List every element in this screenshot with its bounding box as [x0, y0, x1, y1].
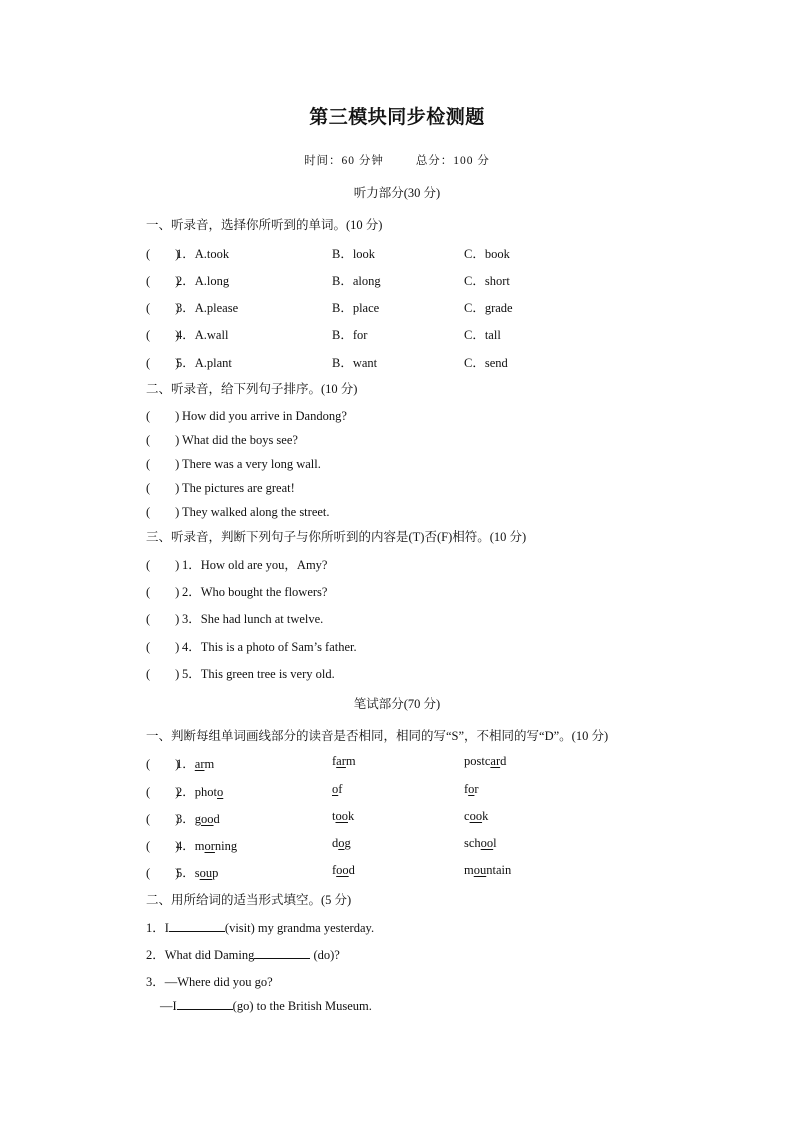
order-sentence — [146, 454, 321, 472]
word-part: f — [332, 754, 337, 768]
word-part: sch — [464, 836, 481, 850]
item-number: 1． — [176, 757, 195, 771]
phonics-row — [146, 836, 666, 852]
fill-item — [146, 945, 340, 963]
answer-paren[interactable]: ( ) — [146, 812, 180, 826]
listening-q2-title: 二、听录音，给下列句子排序。(10 分) — [146, 382, 358, 396]
sentence-text: 3．She had lunch at twelve. — [182, 612, 324, 626]
word-a — [176, 809, 220, 827]
answer-paren[interactable]: ( ) — [146, 356, 180, 370]
phonics-row — [146, 863, 666, 879]
option-c: C．send — [464, 356, 508, 370]
item-number: 5． — [176, 866, 195, 880]
option-c: C．short — [464, 274, 510, 288]
underlined-part: ar — [490, 754, 501, 768]
answer-paren[interactable]: ( ) — [146, 866, 180, 880]
answer-paren[interactable]: ( ) — [146, 558, 180, 572]
word-b — [332, 863, 355, 878]
word-c — [464, 809, 488, 824]
word-part: m — [194, 839, 205, 853]
answer-paren[interactable]: ( ) — [146, 839, 180, 853]
word-b — [332, 809, 354, 824]
word-c — [464, 754, 506, 769]
item-number: 3． — [176, 812, 195, 826]
answer-paren[interactable]: ( ) — [146, 457, 180, 471]
word-part: k — [347, 809, 355, 823]
word-part: d — [213, 812, 220, 826]
sentence-text: How did you arrive in Dandong? — [182, 409, 347, 423]
word-part: g — [194, 812, 202, 826]
underlined-part: ou — [199, 866, 213, 880]
option-b: B．for — [332, 328, 368, 342]
sentence-text: 4．This is a photo of Sam’s father. — [182, 640, 357, 654]
writing-q1-title: 一、判断每组单词画线部分的读音是否相同，相同的写“S”，不相同的写“D”。(10 分) — [146, 729, 609, 743]
option-b: B．place — [332, 301, 380, 315]
option-b: B．look — [332, 247, 376, 261]
option-c: C．tall — [464, 328, 501, 342]
phonics-row — [146, 754, 666, 770]
sentence-text: 1．How old are you，Amy? — [182, 558, 328, 572]
word-part: ntain — [486, 863, 512, 877]
sentence-text: 2．Who bought the flowers? — [182, 585, 328, 599]
word-b — [332, 754, 356, 769]
fill-text-pre: 3．—Where did you go? — [146, 975, 273, 989]
listening-heading: 听力部分(30 分) — [353, 186, 441, 200]
word-part: p — [212, 866, 219, 880]
underlined-part: oo — [201, 812, 214, 826]
order-sentence — [146, 502, 330, 520]
choice-row — [146, 271, 666, 287]
fill-text-pre: 2．What did Daming — [146, 948, 255, 962]
option-a: 1．A.took — [176, 247, 230, 261]
word-c — [464, 836, 497, 851]
exam-time: 时间：60 分钟 — [304, 155, 384, 167]
choice-row — [146, 298, 666, 314]
listening-q3-title: 三、听录音，判断下列句子与你所听到的内容是(T)否(F)相符。(10 分) — [146, 530, 527, 544]
fill-text-pre: 1．I — [146, 921, 169, 935]
word-part: m — [464, 863, 474, 877]
option-c: C．grade — [464, 301, 513, 315]
item-number: 2． — [176, 785, 195, 799]
underlined-part: oo — [480, 836, 494, 850]
fill-blank[interactable] — [177, 998, 233, 1010]
word-part: f — [338, 782, 343, 796]
option-a: 2．A.long — [176, 274, 230, 288]
underlined-part: or — [204, 839, 215, 853]
fill-text-post: (do)? — [310, 948, 340, 962]
option-b: B．want — [332, 356, 378, 370]
choice-row — [146, 353, 666, 369]
fill-item — [146, 918, 374, 936]
tf-sentence — [146, 609, 323, 627]
fill-text-post: (go) to the British Museum. — [232, 999, 372, 1013]
answer-paren[interactable]: ( ) — [146, 667, 180, 681]
answer-paren[interactable]: ( ) — [146, 785, 180, 799]
word-part: phot — [194, 785, 217, 799]
phonics-row — [146, 809, 666, 825]
word-part: d — [348, 863, 355, 877]
word-part: g — [344, 836, 351, 850]
word-part: f — [464, 782, 469, 796]
tf-sentence — [146, 555, 327, 573]
word-a — [176, 754, 214, 772]
word-part: ning — [214, 839, 238, 853]
answer-paren[interactable]: ( ) — [146, 301, 180, 315]
word-part: postc — [464, 754, 491, 768]
writing-heading: 笔试部分(70 分) — [353, 697, 441, 711]
answer-paren[interactable]: ( ) — [146, 433, 180, 447]
word-part: d — [332, 836, 339, 850]
choice-row — [146, 244, 666, 260]
word-part: c — [464, 809, 470, 823]
word-b — [332, 782, 342, 797]
fill-text-post: (visit) my grandma yesterday. — [224, 921, 375, 935]
word-a — [176, 863, 218, 881]
underlined-part: o — [468, 782, 475, 796]
option-c: C．book — [464, 247, 510, 261]
tf-sentence — [146, 637, 357, 655]
answer-paren[interactable]: ( ) — [146, 612, 180, 626]
fill-item — [146, 972, 273, 990]
answer-paren[interactable]: ( ) — [146, 757, 180, 771]
word-part: m — [345, 754, 356, 768]
sentence-text: What did the boys see? — [182, 433, 298, 447]
order-sentence — [146, 406, 347, 424]
option-b: B．along — [332, 274, 381, 288]
underlined-part: ar — [336, 754, 346, 768]
underlined-part: oo — [469, 809, 483, 823]
fill-item — [160, 998, 372, 1014]
tf-sentence — [146, 664, 335, 682]
answer-paren[interactable]: ( ) — [146, 274, 180, 288]
answer-paren[interactable]: ( ) — [146, 481, 180, 495]
underlined-part: ar — [194, 757, 205, 771]
sentence-text: The pictures are great! — [182, 481, 295, 495]
fill-text-pre: —I — [160, 999, 177, 1013]
writing-q2-title: 二、用所给词的适当形式填空。(5 分) — [146, 893, 352, 907]
exam-score: 总分：100 分 — [415, 155, 490, 167]
answer-paren[interactable]: ( ) — [146, 505, 180, 519]
option-a: 5．A.plant — [176, 356, 232, 370]
answer-paren[interactable]: ( ) — [146, 640, 180, 654]
fill-blank[interactable] — [254, 947, 310, 959]
underlined-part: o — [217, 785, 224, 799]
word-part: m — [204, 757, 215, 771]
listening-q1-title: 一、听录音，选择你所听到的单词。(10 分) — [146, 218, 383, 232]
word-c — [464, 863, 511, 878]
underlined-part: oo — [336, 863, 349, 877]
word-part: f — [332, 863, 337, 877]
word-part: k — [482, 809, 489, 823]
order-sentence — [146, 430, 298, 448]
word-part: r — [474, 782, 479, 796]
underlined-part: oo — [335, 809, 348, 823]
underlined-part: ou — [473, 863, 487, 877]
answer-paren[interactable]: ( ) — [146, 328, 180, 342]
word-a — [176, 836, 237, 854]
underlined-part: o — [332, 782, 339, 796]
sentence-text: They walked along the street. — [182, 505, 330, 519]
option-a: 4．A.wall — [176, 328, 229, 342]
answer-paren[interactable]: ( ) — [146, 247, 180, 261]
word-b — [332, 836, 351, 851]
phonics-row — [146, 782, 666, 798]
word-c — [464, 782, 479, 797]
underlined-part: o — [338, 836, 345, 850]
page-title: 第三模块同步检测题 — [309, 106, 485, 128]
tf-sentence — [146, 582, 327, 600]
word-part: t — [332, 809, 336, 823]
order-sentence — [146, 478, 295, 496]
choice-row — [146, 325, 666, 341]
word-part: s — [194, 866, 200, 880]
answer-paren[interactable]: ( ) — [146, 585, 180, 599]
word-part: l — [493, 836, 497, 850]
answer-paren[interactable]: ( ) — [146, 409, 180, 423]
exam-meta — [0, 152, 794, 168]
sentence-text: There was a very long wall. — [182, 457, 321, 471]
word-a — [176, 782, 223, 800]
sentence-text: 5．This green tree is very old. — [182, 667, 335, 681]
word-part: d — [500, 754, 507, 768]
option-a: 3．A.please — [176, 301, 239, 315]
item-number: 4． — [176, 839, 195, 853]
fill-blank[interactable] — [169, 920, 225, 932]
